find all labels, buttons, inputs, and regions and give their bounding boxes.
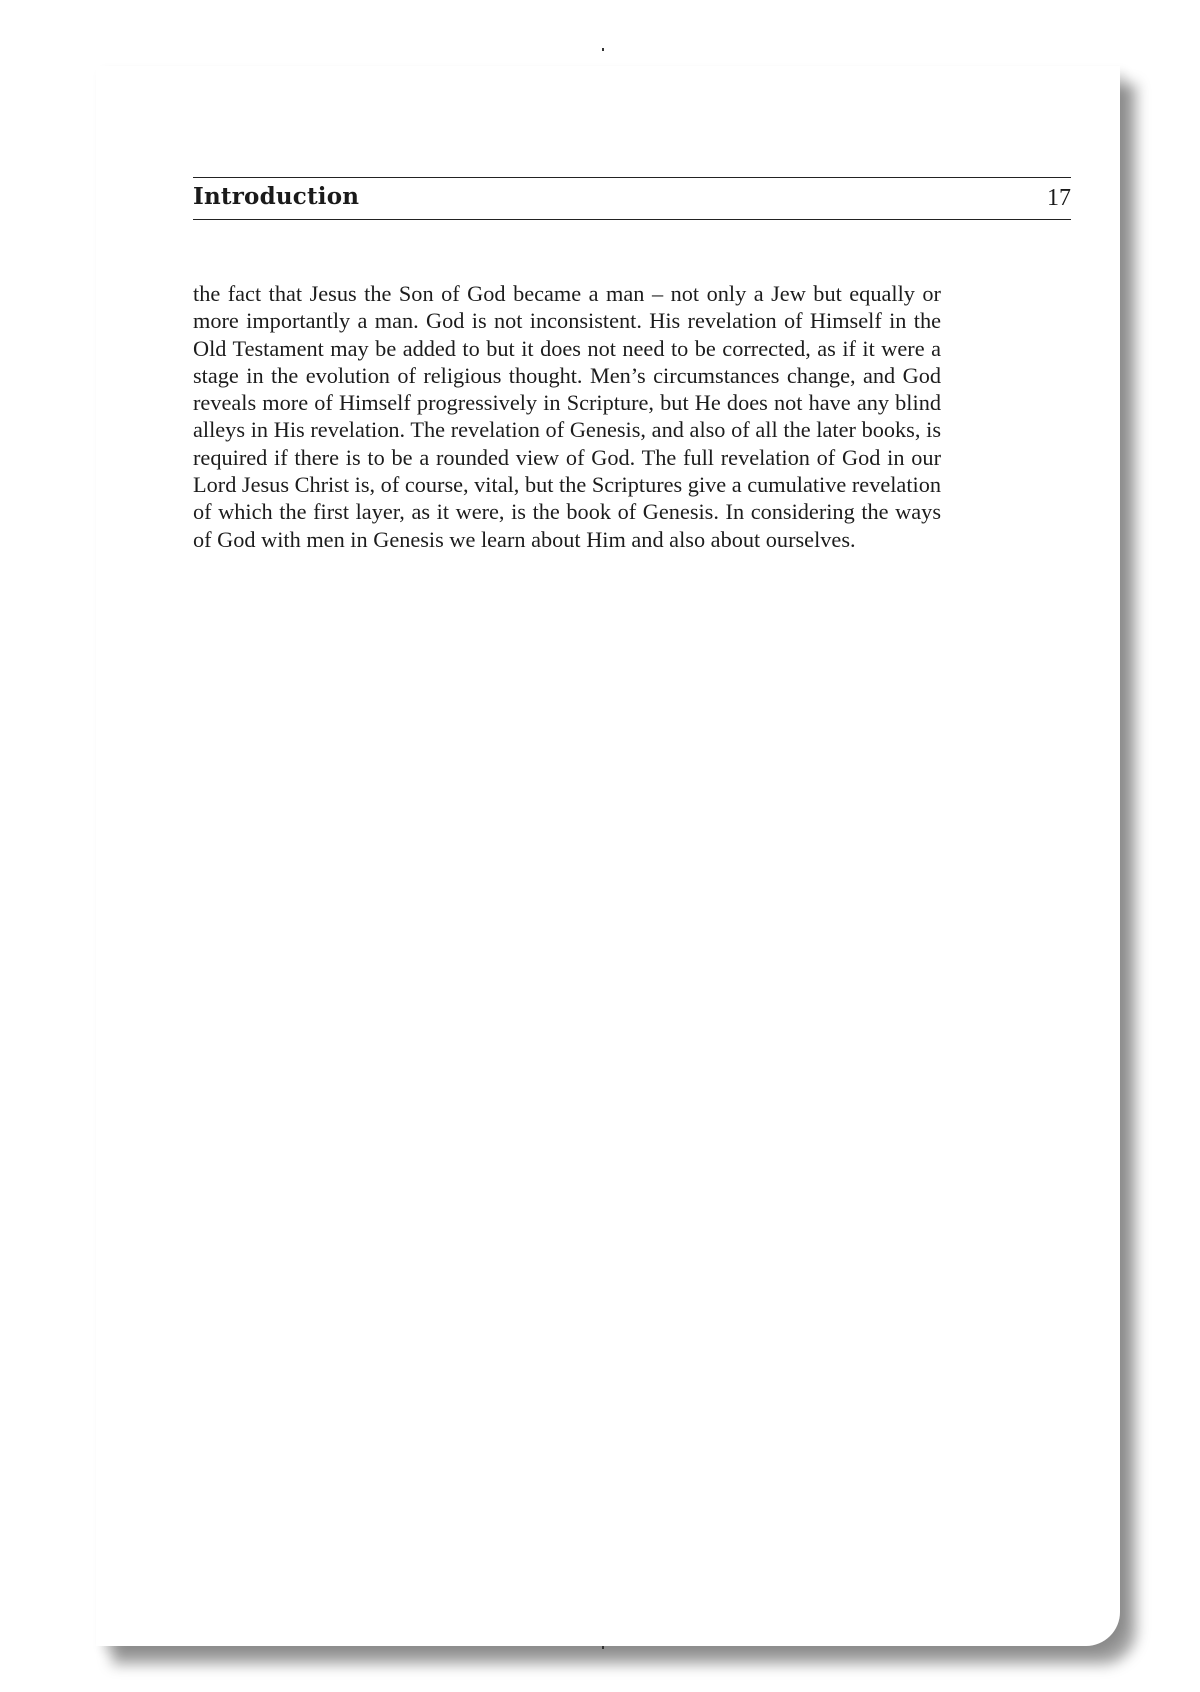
chapter-title: Introduction: [193, 183, 360, 210]
running-header: [193, 177, 1071, 220]
page-number: 17: [1047, 185, 1071, 211]
body-paragraph: the fact that Jesus the Son of God became a man – not only a Jew but equally or more importantly a man. God is not inconsistent. His revelation of Himself in the Old Testament may be added to but it does not need to be corrected, as if it were a stage in the evolution of religious thought. Men’s circumstances change, and God reveals more of Himself progressively in Scripture, but He does not have any blind alleys in His revelation. The revelation of Genesis, and also of all the later books, is required if there is to be a rounded view of God. The full revelation of God in our Lord Jesus Christ is, of course, vital, but the Scriptures give a cumulative revelation of which the first layer, as it were, is the book of Genesis. In considering the ways of God with men in Genesis we learn about Him and also about ourselves.: [193, 281, 942, 552]
crop-mark-bottom: [602, 1646, 604, 1649]
crop-mark-top: [602, 48, 604, 51]
